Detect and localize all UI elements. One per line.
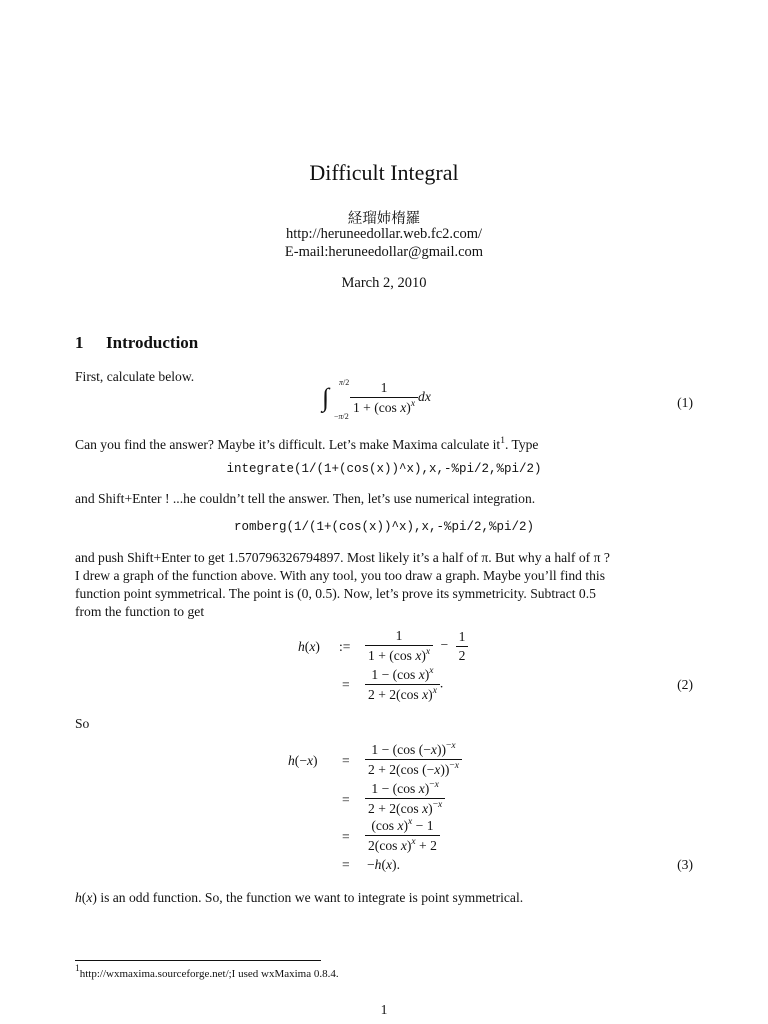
- section-heading: [75, 333, 198, 353]
- author-url: http://heruneedollar.web.fc2.com/: [285, 226, 483, 242]
- equation-2-line2: $\frac{1 - (\cos x)^x}{2 + 2(\cos x)^x}$ .: [365, 666, 443, 703]
- equation-2-lhs: h(x): [298, 639, 320, 654]
- equation-3-line1: $\frac{1 - (\cos (-x))^{-x}}{2 + 2(\cos (-x))^{-x}}$: [365, 741, 462, 778]
- author-email: E-mail:heruneedollar@gmail.com: [284, 244, 484, 260]
- paragraph-intro: First, calculate below.: [75, 369, 195, 384]
- paragraph-symmetry: and push Shift+Enter to get 1.570796326794897. Most likely it’s a half of π. But why a half of π ? I drew a graph of the function above. With any tool, you too draw a graph. Maybe you’ll find this function point symmetrical. The point is (0, 0.5). Now, let’s prove its symmetricity. Subtract 0.5 from the function to get: [75, 550, 610, 619]
- page-number: 1: [380, 1002, 388, 1017]
- section-title: Introduction: [106, 333, 199, 352]
- equation-3-line2: $\frac{1 - (\cos x)^{-x}}{2 + 2(\cos x)^{-x}}$: [365, 780, 445, 817]
- code-romberg: romberg(1/(1+(cos(x))^x),x,-%pi/2,%pi/2): [233, 520, 535, 534]
- paper-date: March 2, 2010: [341, 275, 427, 291]
- footnote-link[interactable]: http://wxmaxima.sourceforge.net/;I used wxMaxima 0.8.4.: [79, 968, 339, 980]
- equation-number-2: (2): [677, 677, 693, 692]
- equation-2-line1: $\frac{1}{1 + (\cos x)^x}$ − $\frac{1}{2}$: [365, 628, 468, 664]
- paragraph-shift-enter: and Shift+Enter ! ...he couldn’t tell the answer. Then, let’s use numerical integration.: [75, 491, 536, 506]
- paragraph-maxima: Can you find the answer? Maybe it’s difficult. Let’s make Maxima calculate $it^1$. Type: [75, 436, 539, 452]
- section-number: 1: [75, 333, 84, 352]
- code-integrate: integrate(1/(1+(cos(x))^x),x,-%pi/2,%pi/2): [226, 462, 542, 476]
- footnote-mark: 1: [500, 436, 505, 446]
- paragraph-so: So: [75, 716, 90, 731]
- equation-1: ∫ π/2 −π/2 $\frac{1}{1 + (\cos x)^x}$ dx: [322, 378, 431, 421]
- footnote: 1http://wxmaxima.sourceforge.net/;I used wxMaxima 0.8.4.: [75, 964, 339, 980]
- equation-3-line3: $\frac{(\cos x)^x - 1}{2(\cos x)^x + 2}$: [365, 817, 440, 854]
- equation-number-3: (3): [677, 857, 693, 872]
- equation-number-1: (1): [677, 395, 693, 410]
- equation-3-lhs: h(−x): [288, 753, 318, 768]
- paragraph-odd-function: h(x) is an odd function. So, the function we want to integrate is point symmetrical.: [75, 890, 524, 905]
- footnote-rule: [75, 960, 321, 961]
- equation-3-line4: −h(x).: [367, 857, 400, 872]
- paper-title: Difficult Integral: [309, 160, 459, 185]
- paper-page: Difficult Integral 経瑠姉楕羅 http://heruneedollar.web.fc2.com/ E-mail:heruneedollar@gmail.com March 2, 2010 1 Introduction First, calculate below. ∫ π/2 −π/2 $\frac{1}{1 + (\cos x)^x}$ dx (1) Can you find the answer? Maybe it’s difficult. Let’s make Maxima calculate $it^1$. Type integrate(1/(1+(cos(x))^x),x,-%pi/2,%pi/2) and Shift+Enter ! ...he couldn’t tell the answer. Then, let’s use numerical integration. romberg(1/(1+(cos(x))^x),x,-%pi/2,%pi/2) and push Shift+Enter to get 1.570796326794897. Most likely it’s a half of π. But why a half of π ? I drew a graph of the function above. With any tool, you too draw a graph. Maybe you’ll find this function point symmetrical. The point is (0, 0.5). Now, let’s prove its symmetricity. Subtract 0.5 from the function to get h(x) := $\frac{1}{1 + (\cos x)^x}$ − $\frac{1}{2}$ = $\frac{1 - (\cos x)^x}{2 + 2(\cos x)^x}$ . (2) So h(−x) = $\frac{1 - (\cos (-x))^{-x}}{2 + 2(\cos (-x))^{-x}}$ = $\frac{1 - (\cos x)^{-x}}{2 + 2(\cos x)^{-x}}$ = $\frac{(\cos x)^x - 1}{2(\cos x)^x + 2}$ = −h(x). (3) h(x) is an odd function. So, the function we want to integrate is point symmetrical. 1http://wxmaxima.sourceforge.net/;I used wxMaxima 0.8.4. 1: [0, 0, 768, 1024]
- author-name: 経瑠姉楕羅: [347, 211, 421, 227]
